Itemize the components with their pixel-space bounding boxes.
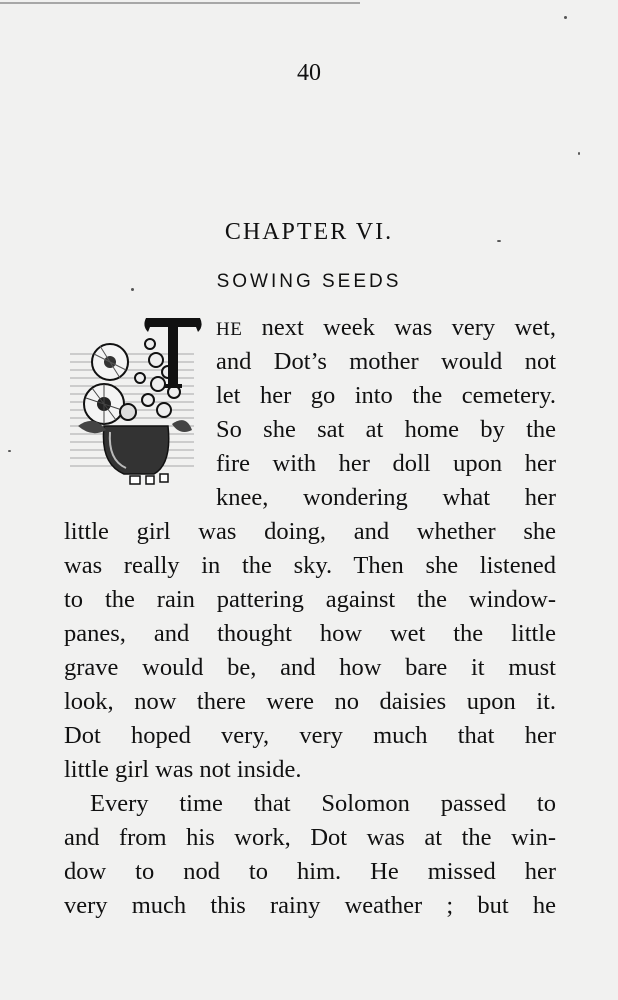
speck bbox=[497, 240, 501, 242]
text-line: dow to nod to him. He missed her bbox=[64, 858, 556, 885]
speck bbox=[564, 16, 567, 19]
speck bbox=[578, 152, 580, 155]
chapter-subtitle: SOWING SEEDS bbox=[216, 271, 402, 292]
text-line: was really in the sky. Then she listened bbox=[64, 552, 556, 579]
text-line bbox=[216, 311, 556, 347]
text-line: let her go into the cemetery. bbox=[216, 382, 556, 409]
text-line: look, now there were no daisies upon it. bbox=[64, 688, 556, 715]
text-line: panes, and thought how wet the little bbox=[64, 620, 556, 647]
text-line: knee, wondering what her bbox=[216, 484, 556, 511]
text-span: next week was very wet, bbox=[242, 314, 556, 341]
page-number: 40 bbox=[297, 60, 321, 86]
text-line: Dot hoped very, very much that her bbox=[64, 722, 556, 749]
text-line: little girl was doing, and whether she bbox=[64, 518, 556, 545]
text-line: to the rain pattering against the window- bbox=[64, 586, 556, 613]
text-line: Every time that Solomon passed to bbox=[90, 790, 556, 817]
drop-cap-rest: HE bbox=[216, 319, 243, 340]
text-line: and from his work, Dot was at the win- bbox=[64, 824, 556, 851]
text-line: So she sat at home by the bbox=[216, 416, 556, 443]
top-rule bbox=[0, 2, 360, 4]
text-line: very much this rainy weather ; but he bbox=[64, 892, 556, 919]
text-line: and Dot’s mother would not bbox=[216, 348, 556, 375]
text-line: little girl was not inside. bbox=[64, 756, 302, 783]
text-line: fire with her doll upon her bbox=[216, 450, 556, 477]
flower-vase-drop-cap-icon bbox=[64, 314, 202, 486]
speck bbox=[131, 288, 134, 291]
speck bbox=[8, 450, 11, 452]
text-line: grave would be, and how bare it must bbox=[64, 654, 556, 681]
chapter-heading: CHAPTER VI. bbox=[224, 219, 394, 245]
